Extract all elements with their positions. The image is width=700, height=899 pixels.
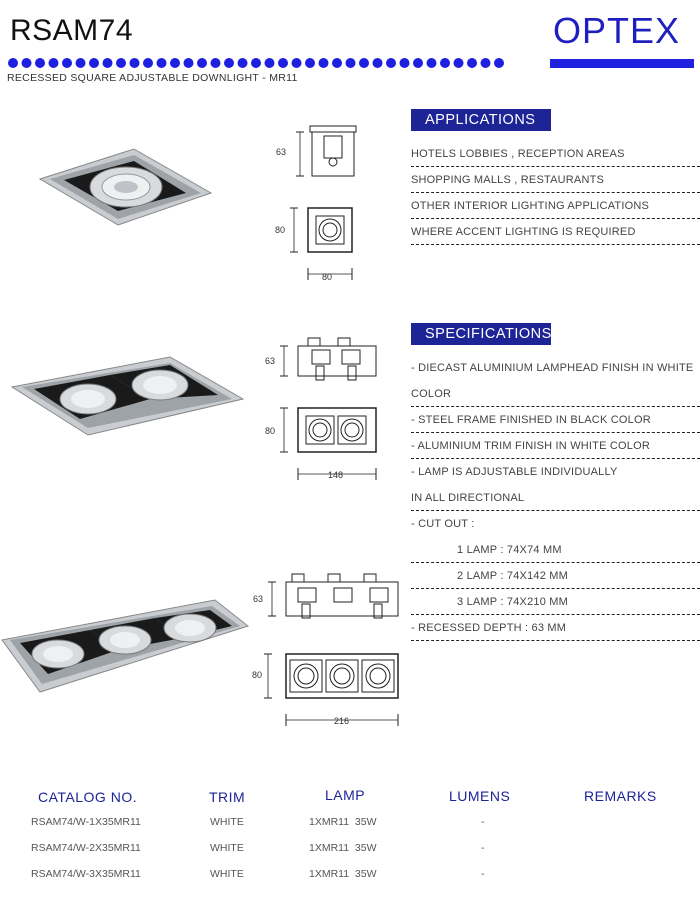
list-item: - DIECAST ALUMINIUM LAMPHEAD FINISH IN WHITE — [411, 362, 694, 374]
single-technical-drawing — [272, 122, 372, 287]
column-header-lumens: LUMENS — [449, 788, 511, 804]
divider-dot — [238, 58, 248, 68]
table-cell-lumens: - — [481, 842, 485, 854]
divider-dot — [265, 58, 275, 68]
divider-dot — [494, 58, 504, 68]
list-item: - RECESSED DEPTH : 63 MM — [411, 615, 700, 641]
divider-dot — [184, 58, 194, 68]
double-depth-label: 80 — [265, 426, 276, 436]
applications-list — [411, 141, 700, 245]
divider-dot — [197, 58, 207, 68]
table-cell-catalog: RSAM74/W-1X35MR11 — [31, 816, 141, 828]
list-item: IN ALL DIRECTIONAL — [411, 485, 700, 511]
list-item: 2 LAMP : 74X142 MM — [411, 563, 700, 589]
triple-width-label: 216 — [334, 716, 350, 726]
double-technical-drawing — [262, 334, 387, 484]
divider-dot — [359, 58, 369, 68]
divider-dot — [130, 58, 140, 68]
divider-dot — [251, 58, 261, 68]
table-cell-catalog: RSAM74/W-3X35MR11 — [31, 868, 141, 880]
triple-downlight-photo — [0, 598, 250, 693]
divider-dot — [467, 58, 477, 68]
column-header-catalog: CATALOG NO. — [38, 789, 138, 805]
double-width-label: 148 — [328, 470, 344, 480]
table-cell-lamp: 1XMR11 35W — [309, 816, 377, 828]
divider-dot — [35, 58, 45, 68]
column-header-remarks: REMARKS — [584, 788, 657, 804]
divider-dot — [103, 58, 113, 68]
list-item: - LAMP IS ADJUSTABLE INDIVIDUALLY — [411, 466, 618, 478]
divider-dot — [157, 58, 167, 68]
divider-dot — [373, 58, 383, 68]
single-depth-label: 80 — [275, 225, 286, 235]
applications-heading: APPLICATIONS — [411, 109, 551, 131]
divider-dot — [278, 58, 288, 68]
list-item: OTHER INTERIOR LIGHTING APPLICATIONS — [411, 193, 700, 219]
divider-dot — [76, 58, 86, 68]
triple-height-label: 63 — [253, 594, 264, 604]
list-item: COLOR — [411, 381, 700, 407]
list-item: HOTELS LOBBIES , RECEPTION AREAS — [411, 141, 700, 167]
divider-dot — [89, 58, 99, 68]
list-item: WHERE ACCENT LIGHTING IS REQUIRED — [411, 219, 700, 245]
divider-dot — [224, 58, 234, 68]
divider-dot — [454, 58, 464, 68]
divider-dot — [22, 58, 32, 68]
list-item: - CUT OUT : — [411, 518, 475, 530]
table-cell-catalog: RSAM74/W-2X35MR11 — [31, 842, 141, 854]
table-cell-lamp: 1XMR11 35W — [309, 842, 377, 854]
table-cell-trim: WHITE — [210, 816, 244, 828]
divider-dot — [49, 58, 59, 68]
divider-dot — [346, 58, 356, 68]
divider-dot — [292, 58, 302, 68]
list-item: 1 LAMP : 74X74 MM — [411, 537, 700, 563]
single-height-label: 63 — [276, 147, 287, 157]
table-cell-lumens: - — [481, 816, 485, 828]
divider-dot — [8, 58, 18, 68]
specifications-list — [411, 355, 700, 641]
divider-dot — [62, 58, 72, 68]
double-height-label: 63 — [265, 356, 276, 366]
table-cell-trim: WHITE — [210, 868, 244, 880]
divider-dot — [143, 58, 153, 68]
divider-dot — [116, 58, 126, 68]
single-downlight-photo — [38, 147, 213, 227]
table-cell-lumens: - — [481, 868, 485, 880]
double-downlight-photo — [10, 355, 245, 437]
list-item: SHOPPING MALLS , RESTAURANTS — [411, 167, 700, 193]
divider-dot — [332, 58, 342, 68]
divider-dot — [386, 58, 396, 68]
dot-divider — [7, 57, 507, 69]
product-model: RSAM74 — [10, 14, 134, 47]
divider-dot — [413, 58, 423, 68]
table-cell-trim: WHITE — [210, 842, 244, 854]
divider-dot — [427, 58, 437, 68]
single-width-label: 80 — [322, 272, 333, 282]
column-header-lamp: LAMP — [325, 787, 366, 803]
list-item: - STEEL FRAME FINISHED IN BLACK COLOR — [411, 407, 700, 433]
triple-depth-label: 80 — [252, 670, 263, 680]
brand-underline — [550, 59, 694, 68]
triple-technical-drawing — [250, 570, 410, 730]
column-header-trim: TRIM — [209, 789, 246, 805]
product-subtitle: RECESSED SQUARE ADJUSTABLE DOWNLIGHT - MR11 — [7, 72, 298, 84]
specifications-heading: SPECIFICATIONS — [411, 323, 551, 345]
list-item: - ALUMINIUM TRIM FINISH IN WHITE COLOR — [411, 433, 700, 459]
table-cell-lamp: 1XMR11 35W — [309, 868, 377, 880]
divider-dot — [481, 58, 491, 68]
divider-dot — [400, 58, 410, 68]
divider-dot — [211, 58, 221, 68]
brand-logo: OPTEX — [553, 10, 681, 51]
divider-dot — [305, 58, 315, 68]
divider-dot — [170, 58, 180, 68]
list-item: 3 LAMP : 74X210 MM — [411, 589, 700, 615]
divider-dot — [319, 58, 329, 68]
divider-dot — [440, 58, 450, 68]
